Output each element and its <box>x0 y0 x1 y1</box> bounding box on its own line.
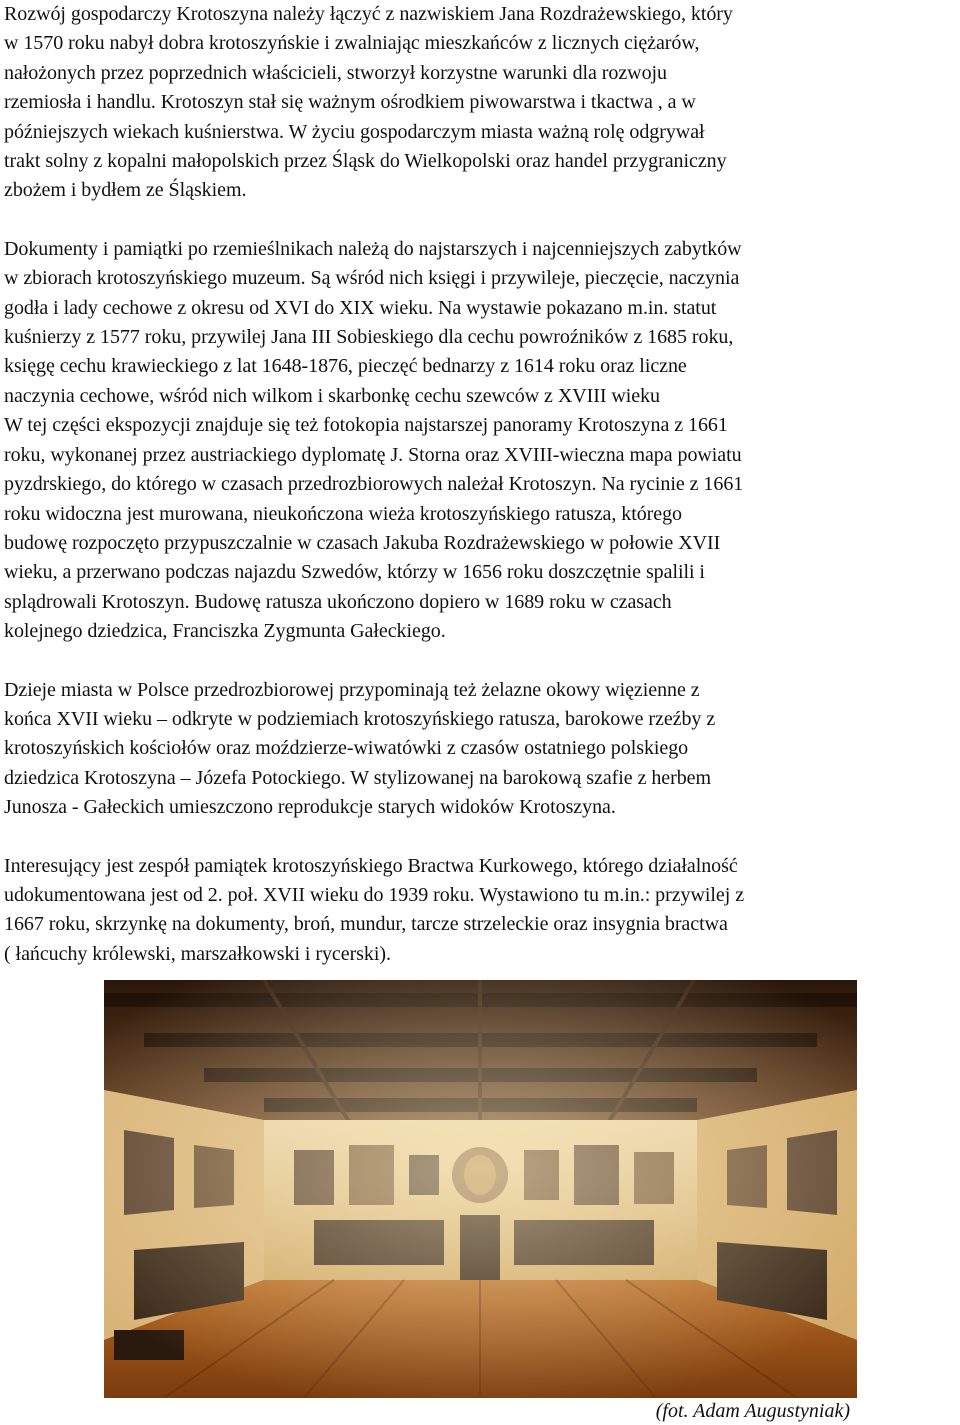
text-line: pyzdrskiego, do którego w czasach przedrozbiorowych należał Krotoszyn. Na rycinie z 1661 <box>4 473 744 496</box>
text-line: rzemiosła i handlu. Krotoszyn stał się ważnym ośrodkiem piwowarstwa i tkactwa , a w <box>4 91 696 114</box>
text-line: księgę cechu krawieckiego z lat 1648-1876, pieczęć bednarzy z 1614 roku oraz liczne <box>4 355 687 378</box>
text-line: w 1570 roku nabył dobra krotoszyńskie i zwalniając mieszkańców z licznych ciężarów, <box>4 32 700 55</box>
text-line: nałożonych przez poprzednich właścicieli, stworzył korzystne warunki dla rozwoju <box>4 61 667 84</box>
text-line: w zbiorach krotoszyńskiego muzeum. Są wśród nich księgi i przywileje, pieczęcie, naczynia <box>4 267 740 290</box>
paragraph-city-history <box>4 676 956 823</box>
text-line: ( łańcuchy królewski, marszałkowski i rycerski). <box>4 942 391 965</box>
paragraph-craft-documents <box>4 235 956 647</box>
paragraph-economic-history <box>4 0 956 206</box>
text-line: końca XVII wieku – odkryte w podziemiach krotoszyńskiego ratusza, barokowe rzeźby z <box>4 707 716 730</box>
text-line: trakt solny z kopalni małopolskich przez Śląsk do Wielkopolski oraz handel przygraniczny <box>4 150 727 173</box>
article-body <box>4 0 956 969</box>
text-line: Dokumenty i pamiątki po rzemieślnikach należą do najstarszych i najcenniejszych zabytków <box>4 237 742 260</box>
text-line: kolejnego dziedzica, Franciszka Zygmunta Gałeckiego. <box>4 620 446 643</box>
text-line: dziedzica Krotoszyna – Józefa Potockiego. W stylizowanej na barokową szafie z herbem <box>4 766 712 789</box>
text-line: naczynia cechowe, wśród nich wilkom i skarbonkę cechu szewców z XVIII wieku <box>4 384 661 407</box>
museum-hall-photo <box>104 980 857 1398</box>
text-line: późniejszych wiekach kuśnierstwa. W życiu gospodarczym miasta ważną rolę odgrywał <box>4 120 705 143</box>
text-line: wieku, a przerwano podczas najazdu Szwedów, którzy w 1656 roku doszczętnie spalili i <box>4 561 705 584</box>
text-line: Rozwój gospodarczy Krotoszyna należy łączyć z nazwiskiem Jana Rozdrażewskiego, który <box>4 3 733 25</box>
text-line: godła i lady cechowe z okresu od XVI do XIX wieku. Na wystawie pokazano m.in. statut <box>4 296 717 319</box>
text-line: roku, wykonanej przez austriackiego dyplomatę J. Storna oraz XVIII-wieczna mapa powiatu <box>4 443 742 466</box>
text-line: roku widoczna jest murowana, nieukończona wieża krotoszyńskiego ratusza, którego <box>4 502 682 525</box>
text-line: W tej części ekspozycji znajduje się też fotokopia najstarszej panoramy Krotoszyna z 1661 <box>4 414 728 437</box>
text-line: Dzieje miasta w Polsce przedrozbiorowej przypominają też żelazne okowy więzienne z <box>4 678 700 701</box>
text-line: kuśnierzy z 1577 roku, przywilej Jana III Sobieskiego dla cechu powroźników z 1685 roku, <box>4 326 734 349</box>
text-line: zbożem i bydłem ze Śląskiem. <box>4 179 247 202</box>
museum-hall-illustration <box>104 980 857 1398</box>
text-line: budowę rozpoczęto przypuszczalnie w czasach Jakuba Rozdrażewskiego w połowie XVII <box>4 531 721 554</box>
text-line: splądrowali Krotoszyn. Budowę ratusza ukończono dopiero w 1689 roku w czasach <box>4 590 672 613</box>
text-line: 1667 roku, skrzynkę na dokumenty, broń, mundur, tarcze strzeleckie oraz insygnia bractwa <box>4 913 728 936</box>
text-line: Junosza - Gałeckich umieszczono reprodukcje starych widoków Krotoszyna. <box>4 796 616 819</box>
photo-caption: (fot. Adam Augustyniak) <box>655 1400 850 1422</box>
text-line: udokumentowana jest od 2. poł. XVII wieku do 1939 roku. Wystawiono tu m.in.: przywilej z <box>4 883 745 906</box>
text-line: krotoszyńskich kościołów oraz moździerze-wiwatówki z czasów ostatniego polskiego <box>4 737 689 760</box>
text-line: Interesujący jest zespół pamiątek krotoszyńskiego Bractwa Kurkowego, którego działalność <box>4 854 738 877</box>
paragraph-marksmen-fraternity <box>4 852 956 970</box>
